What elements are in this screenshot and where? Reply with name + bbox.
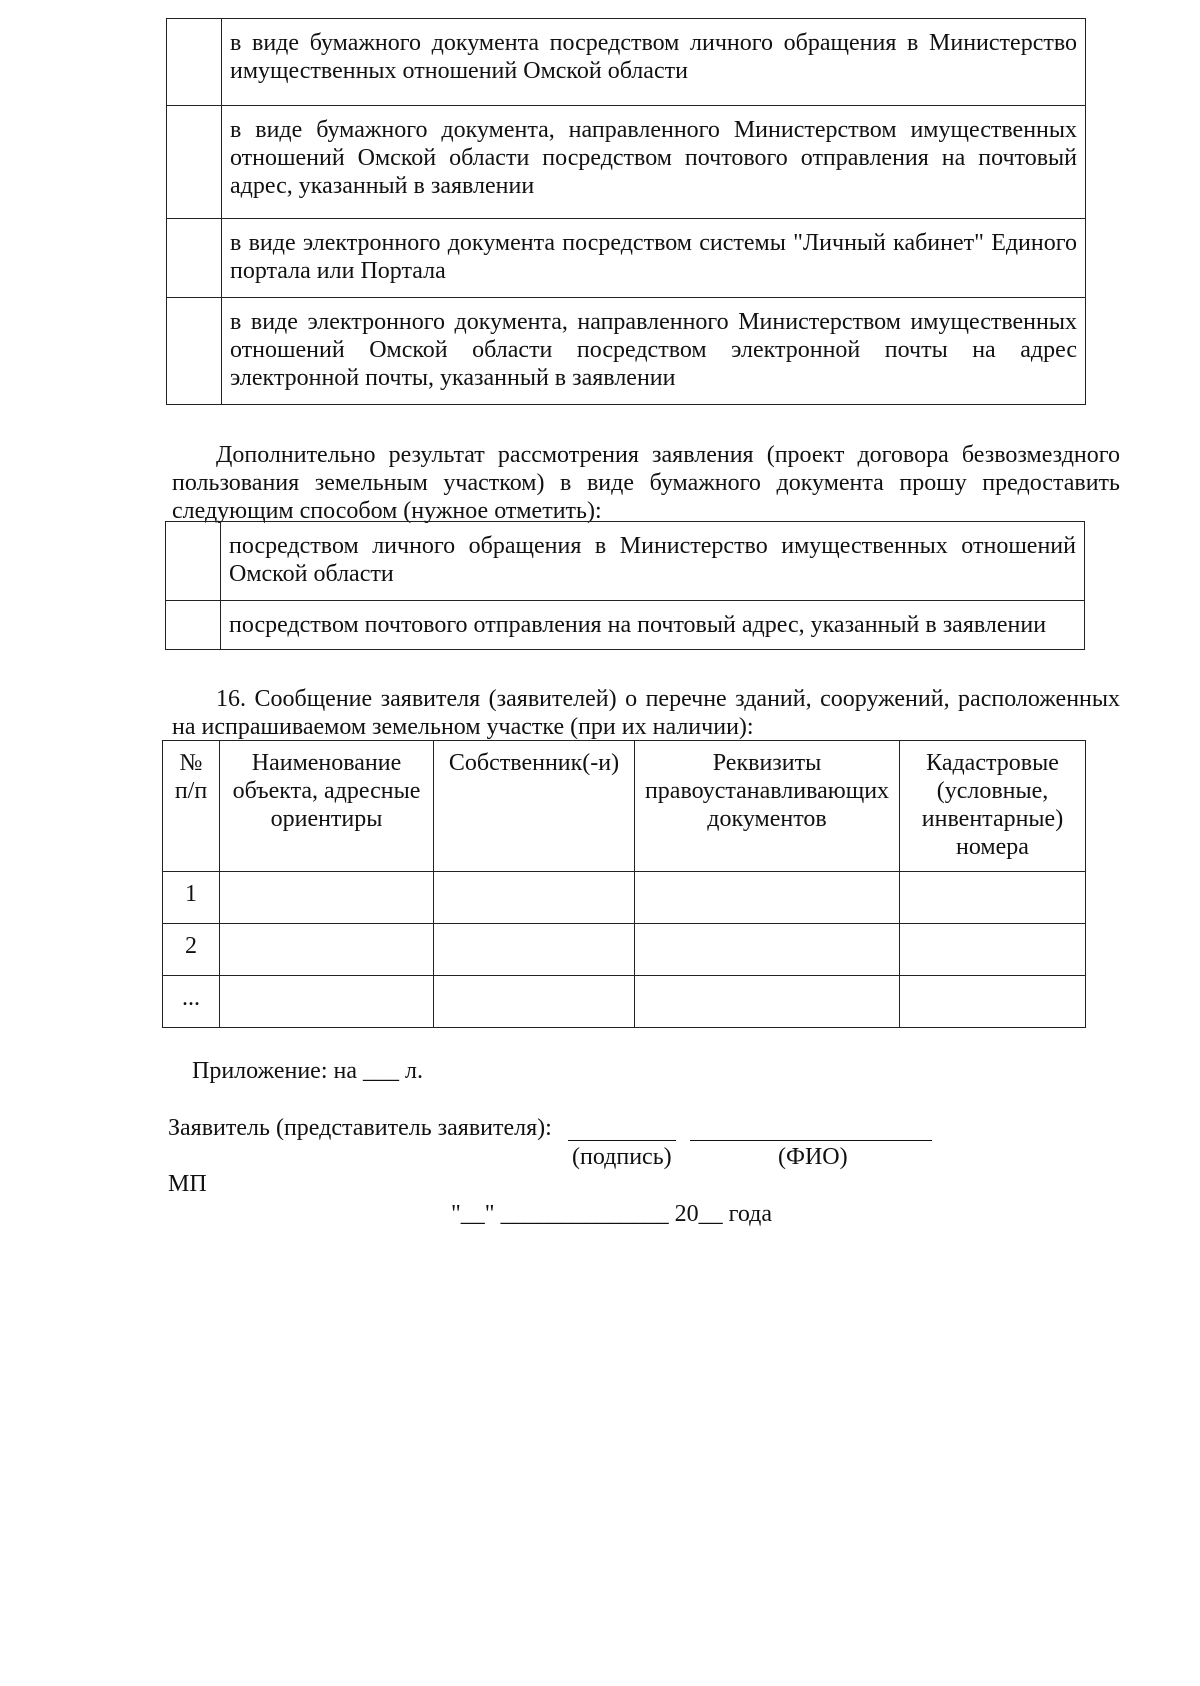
checkbox-cell[interactable] bbox=[167, 19, 222, 106]
table-row bbox=[163, 872, 1086, 924]
date-year-blank[interactable]: __ bbox=[698, 1201, 723, 1227]
checkbox-cell[interactable] bbox=[167, 219, 222, 298]
date-month-blank[interactable]: ______________ bbox=[500, 1201, 669, 1227]
signature-field[interactable] bbox=[568, 1114, 676, 1141]
checkbox-cell[interactable] bbox=[167, 298, 222, 405]
col-header-number: № п/п bbox=[163, 741, 220, 872]
owner-cell[interactable] bbox=[434, 924, 635, 976]
row-number: ... bbox=[163, 976, 220, 1028]
cadastral-cell[interactable] bbox=[900, 924, 1086, 976]
applicant-label: Заявитель (представитель заявителя): bbox=[168, 1115, 552, 1141]
signature-caption: (подпись) bbox=[572, 1144, 672, 1170]
delivery-option-text: в виде электронного документа, направленного Министерством имущественных отношений Омской области посредством электронной почты на адрес электронной почты, указанный в заявлении bbox=[222, 298, 1086, 405]
paper-delivery-option-row bbox=[166, 522, 1085, 601]
fio-field[interactable] bbox=[690, 1114, 932, 1141]
date-open-quote: " bbox=[451, 1201, 461, 1227]
objects-table bbox=[162, 740, 1086, 1028]
paper-delivery-option-text: посредством личного обращения в Министерство имущественных отношений Омской области bbox=[221, 522, 1085, 601]
documents-cell[interactable] bbox=[635, 872, 900, 924]
documents-cell[interactable] bbox=[635, 976, 900, 1028]
date-suffix: года bbox=[728, 1201, 773, 1227]
checkbox-cell[interactable] bbox=[166, 522, 221, 601]
additional-result-paragraph: Дополнительно результат рассмотрения заявления (проект договора безвозмездного пользования земельным участком) в виде бумажного документа прошу предоставить следующим способом (нужное отметить): bbox=[172, 442, 1120, 524]
appendix-suffix: л. bbox=[404, 1058, 423, 1084]
col-header-cadastral: Кадастровые (условные, инвентарные) номера bbox=[900, 741, 1086, 872]
owner-cell[interactable] bbox=[434, 872, 635, 924]
appendix-pages-blank[interactable]: ___ bbox=[362, 1058, 399, 1084]
delivery-option-row bbox=[167, 106, 1086, 219]
delivery-option-text: в виде электронного документа посредством системы "Личный кабинет" Единого портала или Портала bbox=[222, 219, 1086, 298]
objects-table-header-row bbox=[163, 741, 1086, 872]
fio-caption: (ФИО) bbox=[778, 1144, 848, 1170]
date-close-quote: " bbox=[484, 1201, 495, 1227]
checkbox-cell[interactable] bbox=[166, 601, 221, 650]
col-header-object-name: Наименование объекта, адресные ориентиры bbox=[220, 741, 434, 872]
stamp-label: МП bbox=[168, 1171, 207, 1197]
delivery-option-row bbox=[167, 219, 1086, 298]
appendix-line bbox=[192, 1057, 423, 1085]
documents-cell[interactable] bbox=[635, 924, 900, 976]
date-year-prefix: 20 bbox=[674, 1201, 699, 1227]
row-number: 1 bbox=[163, 872, 220, 924]
col-header-owner: Собственник(-и) bbox=[434, 741, 635, 872]
object-name-cell[interactable] bbox=[220, 872, 434, 924]
delivery-option-row bbox=[167, 298, 1086, 405]
object-name-cell[interactable] bbox=[220, 976, 434, 1028]
checkbox-cell[interactable] bbox=[167, 106, 222, 219]
table-row bbox=[163, 976, 1086, 1028]
col-header-documents: Реквизиты правоустанавливающих документов bbox=[635, 741, 900, 872]
row-number: 2 bbox=[163, 924, 220, 976]
delivery-options-table bbox=[166, 18, 1086, 405]
delivery-option-row bbox=[167, 19, 1086, 106]
appendix-prefix: Приложение: на bbox=[192, 1058, 357, 1084]
object-name-cell[interactable] bbox=[220, 924, 434, 976]
cadastral-cell[interactable] bbox=[900, 872, 1086, 924]
paper-delivery-option-row bbox=[166, 601, 1085, 650]
delivery-option-text: в виде бумажного документа, направленного Министерством имущественных отношений Омской области посредством почтового отправления на почтовый адрес, указанный в заявлении bbox=[222, 106, 1086, 219]
delivery-option-text: в виде бумажного документа посредством личного обращения в Министерство имущественных отношений Омской области bbox=[222, 19, 1086, 106]
date-line bbox=[451, 1200, 772, 1228]
paper-delivery-options-table bbox=[165, 521, 1085, 650]
owner-cell[interactable] bbox=[434, 976, 635, 1028]
paper-delivery-option-text: посредством почтового отправления на почтовый адрес, указанный в заявлении bbox=[221, 601, 1085, 650]
section-16-paragraph: 16. Сообщение заявителя (заявителей) о перечне зданий, сооружений, расположенных на испрашиваемом земельном участке (при их наличии): bbox=[172, 686, 1120, 740]
table-row bbox=[163, 924, 1086, 976]
date-day-blank[interactable]: __ bbox=[460, 1201, 485, 1227]
cadastral-cell[interactable] bbox=[900, 976, 1086, 1028]
